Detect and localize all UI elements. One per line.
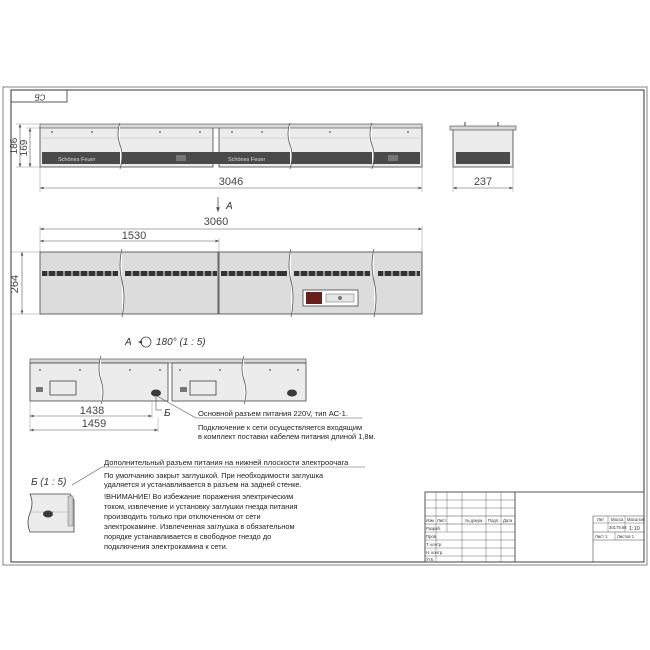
tb-lit: Лит [597, 517, 605, 522]
front-view [9, 123, 422, 192]
power-main-line-2: в комплект поставки кабелем питания длиной 1,8м. [198, 432, 376, 441]
detail-view [28, 477, 74, 532]
tb-row-1: Пров. [426, 534, 438, 539]
dim-186: 186 [9, 137, 20, 155]
dim-3046: 3046 [218, 176, 244, 188]
rear-top-lip [30, 359, 306, 363]
power-main-title: Основной разъем питания 220V, тип АС-1. [198, 409, 348, 418]
dim-3060: 3060 [203, 216, 229, 228]
tb-sheets: Листов 1 [617, 534, 635, 539]
tb-row-0: Разраб. [426, 526, 442, 531]
power-main-line-1: Подключение к сети осуществляется входящим [198, 423, 363, 432]
warning-line-4: электрокамине. Извлеченная заглушка в обязательном [104, 522, 295, 531]
dim-237: 237 [473, 176, 493, 188]
stamp-text: СБ [34, 92, 46, 102]
side-top [450, 126, 516, 130]
tb-header-4: Дата [503, 518, 513, 523]
rear-rotation-text: 180° (1 : 5) [156, 337, 206, 348]
rotation-icon [141, 337, 151, 347]
front-brand-text-1: Schönes Feuer [58, 157, 96, 163]
rear-callout-b: Б [164, 408, 171, 419]
tb-header-3: Подп. [488, 518, 500, 523]
tb-scale: Масштаб [627, 517, 645, 522]
tb-mass: Масса [611, 517, 624, 522]
warning-line-3: производить только при отключенном от сети [104, 512, 261, 521]
rear-connector-1 [36, 387, 43, 392]
tb-sheet: Лист 1 [595, 534, 608, 539]
tb-mass-value: 30179.66 [609, 525, 627, 530]
front-brand-text-2: Schönes Feuer [228, 157, 266, 163]
dim-264: 264 [9, 274, 21, 294]
rear-view-label: А [125, 337, 132, 348]
top-body-left [40, 252, 218, 314]
tb-header-0: Изм [426, 518, 434, 523]
power-extra-title: Дополнительный разъем питания на нижней плоскости электроочага [104, 458, 349, 467]
tb-row-4: Утв. [426, 557, 434, 562]
rear-power-socket-2 [287, 390, 297, 397]
control-button [338, 296, 342, 300]
warning-line-1: !ВНИМАНИЕ! Во избежание поражения электрическим [104, 492, 294, 501]
power-extra-line-1: По умолчанию закрыт заглушкой. При необходимости заглушка [104, 471, 324, 480]
top-grille-row [42, 271, 420, 276]
view-label-a: А [226, 201, 233, 212]
warning-line-5: порядке устанавливается в свободное гнездо до [104, 532, 272, 541]
dim-1438: 1438 [79, 405, 105, 417]
detail-label: Б (1 : 5) [31, 477, 67, 488]
front-logo-2 [388, 155, 398, 161]
front-logo-1 [176, 155, 186, 161]
warning-line-2: током, извлечение и установку заглушки гнезда питания [104, 502, 298, 511]
front-top-lip [40, 124, 422, 128]
dim-1459: 1459 [81, 418, 107, 430]
dim-169: 169 [19, 139, 30, 157]
top-view [9, 197, 422, 317]
control-display [306, 292, 322, 304]
tb-row-2: Т. контр. [426, 542, 443, 547]
side-view [450, 122, 516, 192]
tb-row-3: Н. контр. [426, 550, 444, 555]
tb-header-1: Лист [437, 518, 447, 523]
dim-1530: 1530 [121, 230, 147, 242]
tb-scale-value: 1:10 [629, 526, 640, 532]
warning-line-6: подключения электрокамина к сети. [104, 542, 228, 551]
power-extra-line-2: удаляется и устанавливается в разъем на задней стенке. [104, 480, 302, 489]
tb-header-2: № докум. [465, 518, 484, 523]
detail-socket [43, 511, 53, 518]
rear-connector-2 [180, 387, 187, 392]
rear-power-socket [151, 390, 161, 397]
